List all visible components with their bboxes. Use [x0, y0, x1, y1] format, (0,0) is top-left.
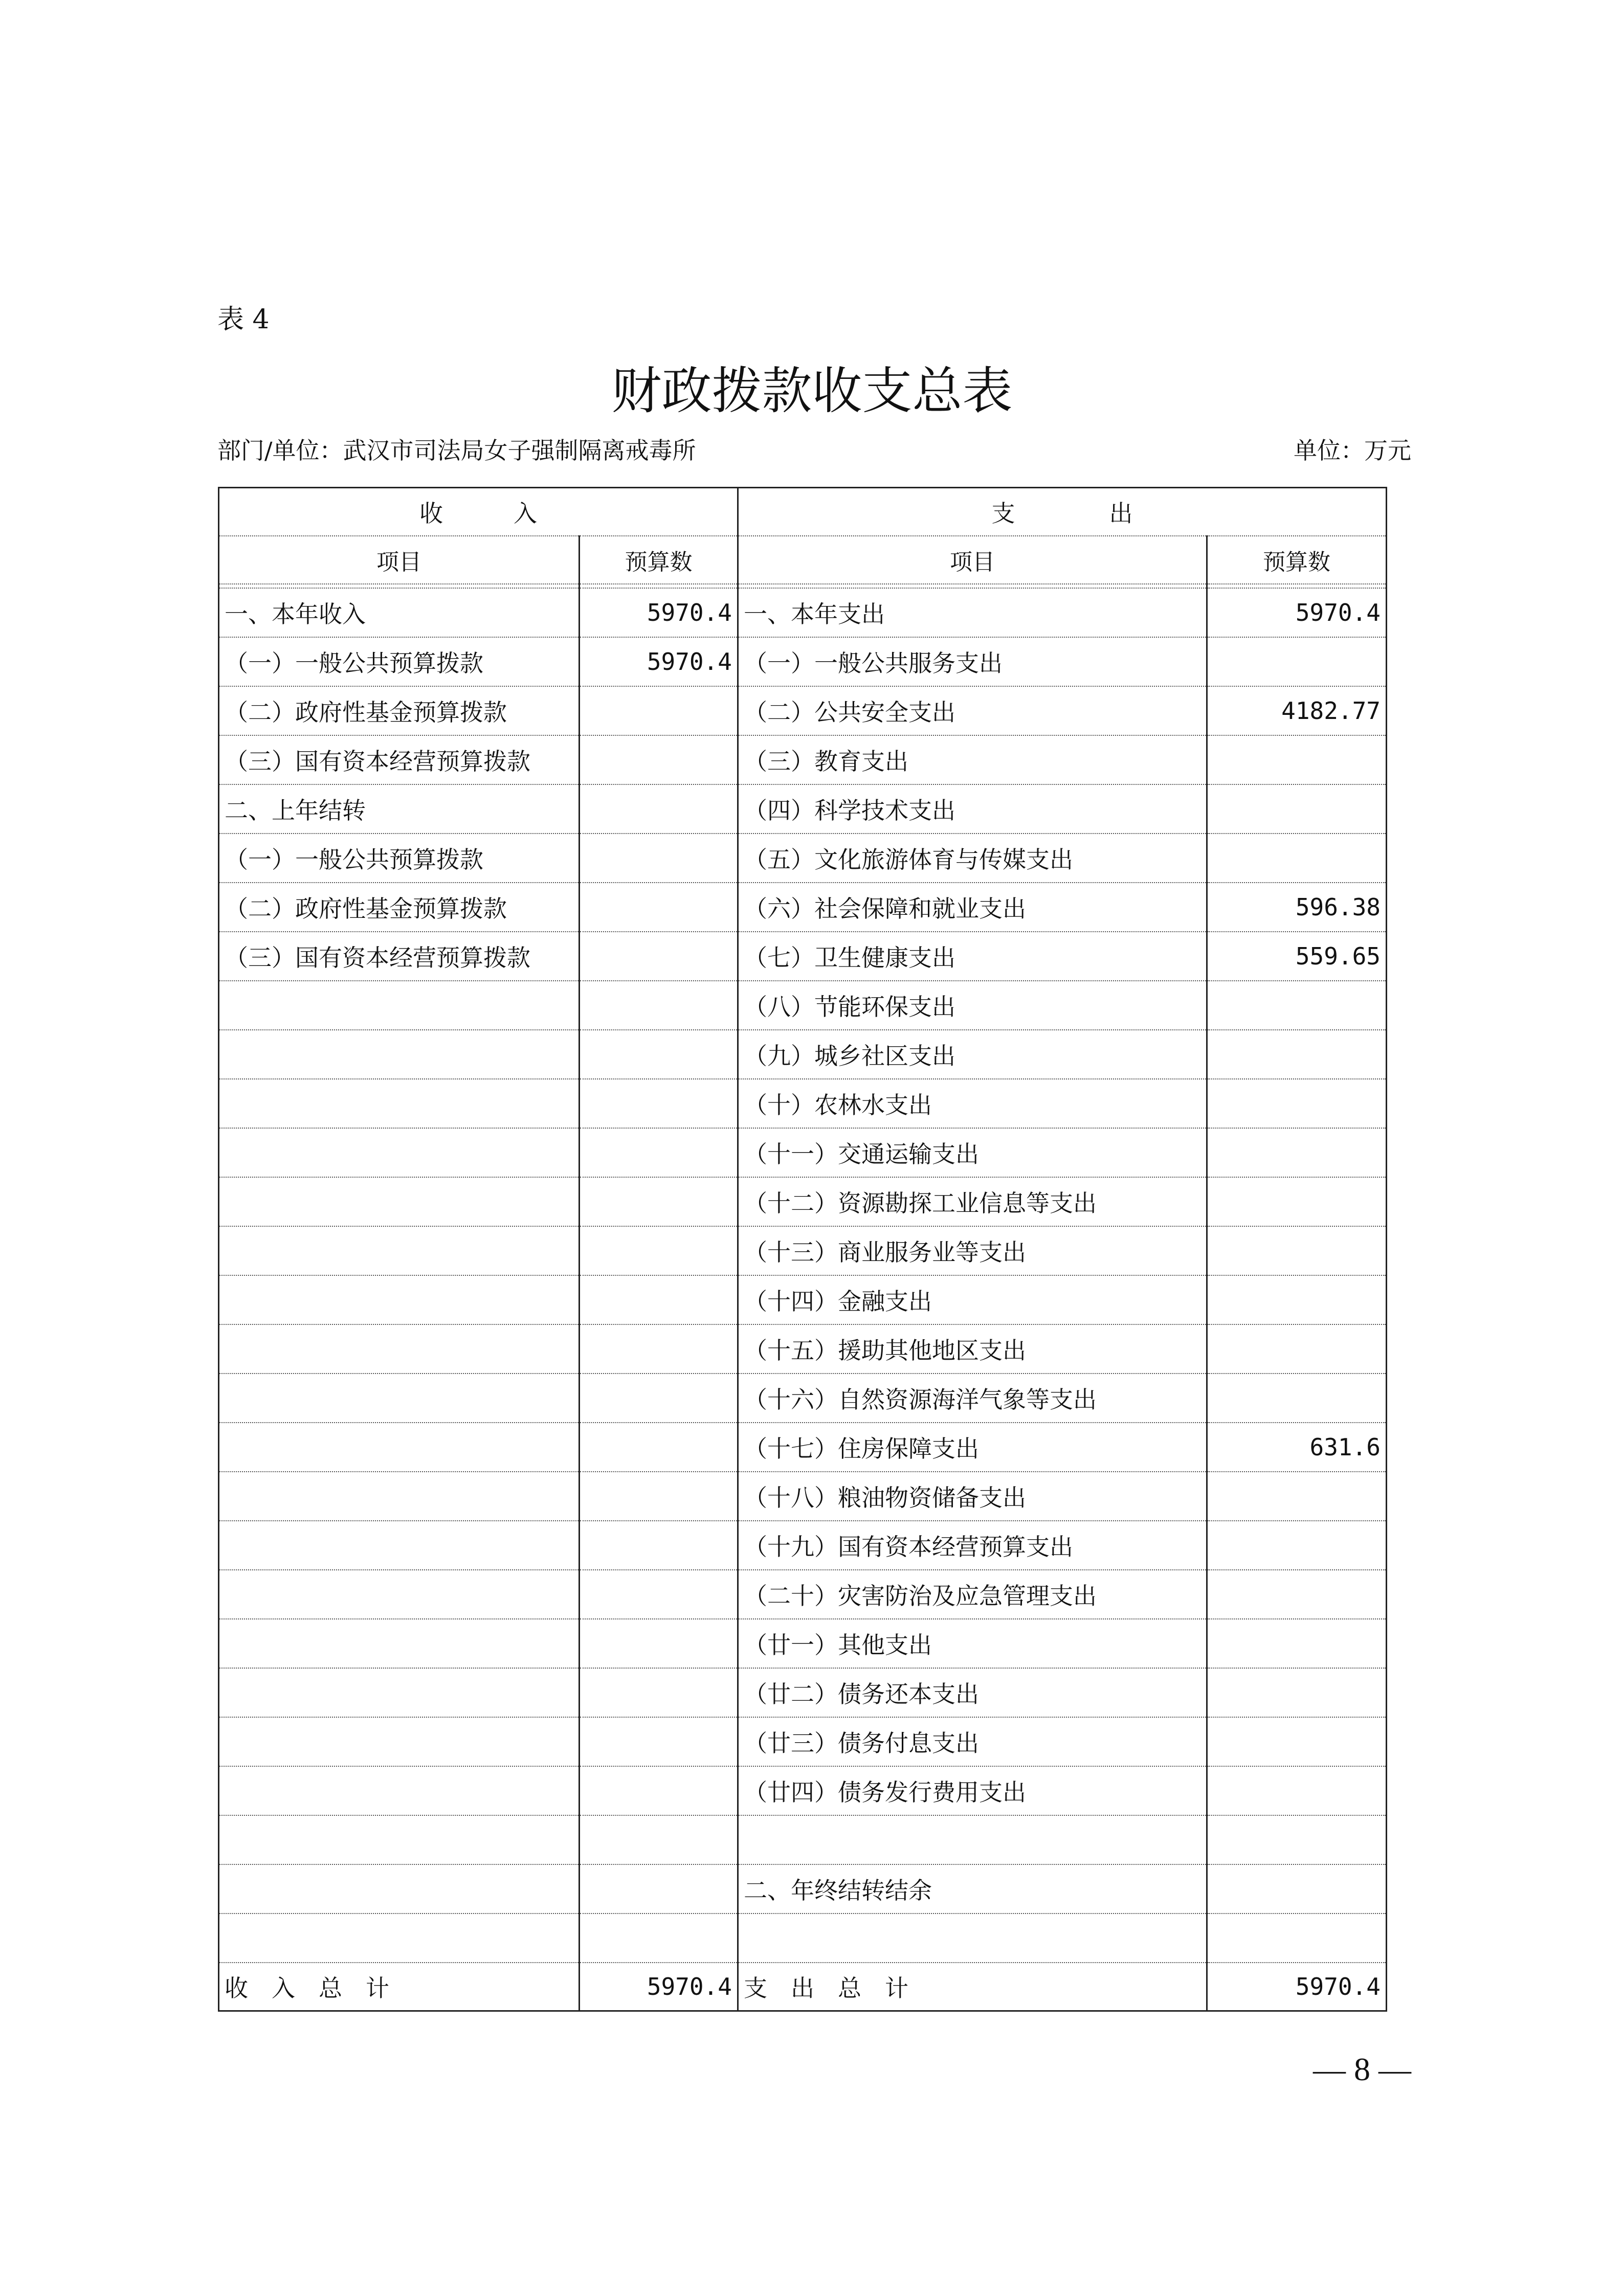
table-row [219, 1521, 1387, 1570]
expense-value-cell [1207, 1570, 1387, 1619]
income-value-cell [580, 784, 738, 834]
table-row [219, 1128, 1387, 1177]
income-value-cell [580, 1864, 738, 1914]
income-item-cell: （二）政府性基金预算拨款 [219, 686, 580, 735]
income-item-cell: （一）一般公共预算拨款 [219, 637, 580, 686]
income-item-cell [219, 1619, 580, 1668]
income-value-cell [580, 1619, 738, 1668]
expense-value-cell [1207, 784, 1387, 834]
expense-item-cell: （十四）金融支出 [738, 1275, 1207, 1324]
table-row [219, 1226, 1387, 1275]
income-item-cell [219, 1521, 580, 1570]
expense-item-cell: 一、本年支出 [738, 588, 1207, 637]
table-row [219, 932, 1387, 981]
expense-value-cell: 631.6 [1207, 1423, 1387, 1472]
expense-value-cell [1207, 1177, 1387, 1226]
income-item-header: 项目 [219, 536, 580, 584]
budget-table [218, 487, 1387, 2012]
expense-item-cell: （七）卫生健康支出 [738, 932, 1207, 981]
income-item-cell [219, 1324, 580, 1374]
table-row [219, 784, 1387, 834]
income-value-cell [580, 1472, 738, 1521]
table-row [219, 1914, 1387, 1963]
table-row [219, 1766, 1387, 1815]
income-value-cell [580, 1226, 738, 1275]
expense-value-cell [1207, 1079, 1387, 1128]
expense-item-cell: （三）教育支出 [738, 735, 1207, 784]
income-value-cell [580, 1521, 738, 1570]
page-title: 财政拨款收支总表 [611, 362, 1013, 420]
expense-value-cell [1207, 1472, 1387, 1521]
income-value-cell: 5970.4 [580, 637, 738, 686]
expense-value-cell [1207, 735, 1387, 784]
expense-item-cell: （十二）资源勘探工业信息等支出 [738, 1177, 1207, 1226]
income-value-cell [580, 1423, 738, 1472]
table-row [219, 1275, 1387, 1324]
table-row [219, 1668, 1387, 1717]
table-row [219, 1030, 1387, 1079]
expense-item-cell: （二）公共安全支出 [738, 686, 1207, 735]
expense-item-cell: （十一）交通运输支出 [738, 1128, 1207, 1177]
unit-label: 单位：万元 [1294, 437, 1411, 464]
expense-value-cell [1207, 1864, 1387, 1914]
income-item-cell [219, 1815, 580, 1864]
table-row [219, 1619, 1387, 1668]
expense-item-cell: （十九）国有资本经营预算支出 [738, 1521, 1207, 1570]
income-value-cell [580, 932, 738, 981]
expense-value-cell [1207, 1914, 1387, 1963]
expense-total-value: 5970.4 [1207, 1963, 1387, 2011]
expense-item-cell: （十五）援助其他地区支出 [738, 1324, 1207, 1374]
income-value-cell [580, 1030, 738, 1079]
expense-item-cell: （四）科学技术支出 [738, 784, 1207, 834]
income-item-cell [219, 1423, 580, 1472]
income-item-cell: 一、本年收入 [219, 588, 580, 637]
expense-value-cell: 596.38 [1207, 883, 1387, 932]
income-value-cell [580, 1766, 738, 1815]
table-row [219, 1374, 1387, 1423]
table-row [219, 1079, 1387, 1128]
expense-item-cell: （十三）商业服务业等支出 [738, 1226, 1207, 1275]
expense-item-cell: （十八）粮油物资储备支出 [738, 1472, 1207, 1521]
income-value-cell [580, 1079, 738, 1128]
income-value-cell [580, 1717, 738, 1766]
expense-item-cell: （九）城乡社区支出 [738, 1030, 1207, 1079]
income-item-cell [219, 1226, 580, 1275]
income-item-cell [219, 1177, 580, 1226]
expense-value-cell [1207, 1717, 1387, 1766]
table-row [219, 1864, 1387, 1914]
table-row [219, 735, 1387, 784]
expense-item-cell: （二十）灾害防治及应急管理支出 [738, 1570, 1207, 1619]
expense-budget-header: 预算数 [1207, 536, 1387, 584]
table-row [219, 1324, 1387, 1374]
income-item-cell [219, 1472, 580, 1521]
expense-value-cell [1207, 1619, 1387, 1668]
income-value-cell [580, 1570, 738, 1619]
table-row [219, 883, 1387, 932]
expense-value-cell: 5970.4 [1207, 588, 1387, 637]
expense-value-cell [1207, 1668, 1387, 1717]
expense-item-cell [738, 1914, 1207, 1963]
table-row [219, 637, 1387, 686]
income-value-cell [580, 1177, 738, 1226]
income-value-cell [580, 735, 738, 784]
expense-item-cell: （十六）自然资源海洋气象等支出 [738, 1374, 1207, 1423]
expense-item-cell: （五）文化旅游体育与传媒支出 [738, 834, 1207, 883]
income-value-cell [580, 1374, 738, 1423]
income-item-cell: （二）政府性基金预算拨款 [219, 883, 580, 932]
expense-value-cell: 559.65 [1207, 932, 1387, 981]
expense-value-cell [1207, 1521, 1387, 1570]
expense-value-cell: 4182.77 [1207, 686, 1387, 735]
table-row [219, 588, 1387, 637]
expense-value-cell [1207, 1226, 1387, 1275]
section-header-row [219, 488, 1387, 536]
income-value-cell [580, 1668, 738, 1717]
income-section-header: 收 入 [219, 488, 738, 536]
income-item-cell [219, 1128, 580, 1177]
expense-item-cell [738, 1815, 1207, 1864]
income-value-cell [580, 1275, 738, 1324]
expense-value-cell [1207, 1815, 1387, 1864]
expense-item-cell: （六）社会保障和就业支出 [738, 883, 1207, 932]
table-row [219, 1570, 1387, 1619]
income-value-cell: 5970.4 [580, 588, 738, 637]
table-row [219, 1815, 1387, 1864]
income-item-cell: （三）国有资本经营预算拨款 [219, 932, 580, 981]
expense-item-cell: （八）节能环保支出 [738, 981, 1207, 1030]
expense-item-cell: （廿四）债务发行费用支出 [738, 1766, 1207, 1815]
income-value-cell [580, 1815, 738, 1864]
table-row [219, 1717, 1387, 1766]
income-value-cell [580, 1128, 738, 1177]
income-total-label: 收 入 总 计 [219, 1963, 580, 2011]
income-item-cell [219, 1570, 580, 1619]
expense-value-cell [1207, 834, 1387, 883]
table-row [219, 834, 1387, 883]
income-value-cell [580, 883, 738, 932]
income-value-cell [580, 686, 738, 735]
table-row [219, 686, 1387, 735]
expense-value-cell [1207, 1766, 1387, 1815]
expense-total-label: 支 出 总 计 [738, 1963, 1207, 2011]
income-item-cell [219, 1668, 580, 1717]
expense-item-cell: （廿一）其他支出 [738, 1619, 1207, 1668]
income-item-cell [219, 1030, 580, 1079]
income-item-cell [219, 1717, 580, 1766]
expense-value-cell [1207, 981, 1387, 1030]
expense-item-header: 项目 [738, 536, 1207, 584]
expense-value-cell [1207, 637, 1387, 686]
income-item-cell [219, 1864, 580, 1914]
income-item-cell [219, 1275, 580, 1324]
totals-row [219, 1963, 1387, 2011]
income-item-cell [219, 981, 580, 1030]
expense-value-cell [1207, 1030, 1387, 1079]
income-item-cell [219, 1374, 580, 1423]
income-item-cell: 二、上年结转 [219, 784, 580, 834]
income-item-cell [219, 1079, 580, 1128]
page-number: — 8 — [1313, 2051, 1411, 2087]
income-value-cell [580, 834, 738, 883]
spacer-row [219, 584, 1387, 588]
income-value-cell [580, 981, 738, 1030]
table-row [219, 1423, 1387, 1472]
income-item-cell [219, 1766, 580, 1815]
expense-value-cell [1207, 1374, 1387, 1423]
expense-value-cell [1207, 1128, 1387, 1177]
table-number: 表 4 [217, 304, 270, 335]
column-header-row [219, 536, 1387, 584]
income-total-value: 5970.4 [580, 1963, 738, 2011]
expense-item-cell: （一）一般公共服务支出 [738, 637, 1207, 686]
expense-item-cell: 二、年终结转结余 [738, 1864, 1207, 1914]
department-label: 部门/单位：武汉市司法局女子强制隔离戒毒所 [217, 437, 696, 464]
expense-item-cell: （十）农林水支出 [738, 1079, 1207, 1128]
expense-section-header: 支 出 [738, 488, 1387, 536]
income-item-cell: （三）国有资本经营预算拨款 [219, 735, 580, 784]
income-item-cell: （一）一般公共预算拨款 [219, 834, 580, 883]
income-value-cell [580, 1914, 738, 1963]
expense-item-cell: （廿二）债务还本支出 [738, 1668, 1207, 1717]
table-row [219, 1472, 1387, 1521]
expense-value-cell [1207, 1324, 1387, 1374]
table-row [219, 1177, 1387, 1226]
expense-item-cell: （廿三）债务付息支出 [738, 1717, 1207, 1766]
income-item-cell [219, 1914, 580, 1963]
income-value-cell [580, 1324, 738, 1374]
expense-item-cell: （十七）住房保障支出 [738, 1423, 1207, 1472]
income-budget-header: 预算数 [580, 536, 738, 584]
expense-value-cell [1207, 1275, 1387, 1324]
table-row [219, 981, 1387, 1030]
